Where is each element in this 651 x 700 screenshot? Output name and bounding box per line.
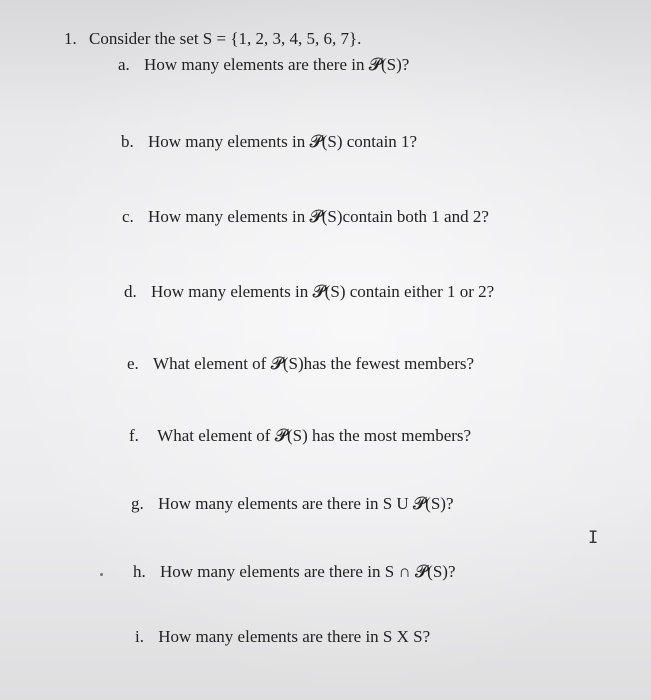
- problem-heading: [64, 29, 361, 49]
- question-e: [127, 354, 474, 374]
- question-letter: f.: [129, 426, 139, 445]
- question-f: [129, 426, 471, 446]
- question-letter: g.: [131, 494, 144, 513]
- question-text: What element of 𝓟(S) has the most members?: [157, 426, 472, 445]
- question-i: [135, 627, 430, 647]
- question-letter: i.: [135, 627, 144, 646]
- question-text: How many elements are there in S X S?: [158, 627, 431, 646]
- question-letter: b.: [121, 132, 134, 151]
- question-b: [121, 132, 417, 152]
- question-letter: c.: [122, 207, 134, 226]
- question-text: How many elements in 𝓟(S) contain either 1 or 2?: [151, 282, 495, 301]
- problem-number: 1.: [64, 29, 77, 48]
- question-text: How many elements are there in S U 𝓟(S)?: [158, 494, 454, 513]
- question-text: What element of 𝓟(S)has the fewest members?: [153, 354, 475, 373]
- question-text: How many elements in 𝓟(S)contain both 1 and 2?: [148, 207, 489, 226]
- question-d: [124, 282, 494, 302]
- stray-mark: [100, 573, 103, 576]
- question-text: How many elements in 𝓟(S) contain 1?: [148, 132, 418, 151]
- question-h: [133, 562, 456, 582]
- question-letter: d.: [124, 282, 137, 301]
- text-cursor-icon: I: [588, 528, 599, 548]
- question-text: How many elements are there in 𝓟(S)?: [144, 55, 410, 74]
- problem-statement: Consider the set S = {1, 2, 3, 4, 5, 6, 7}.: [89, 29, 362, 48]
- question-letter: e.: [127, 354, 139, 373]
- question-letter: a.: [118, 55, 130, 74]
- question-c: [122, 207, 489, 227]
- question-text: How many elements are there in S ∩ 𝓟(S)?: [160, 562, 456, 581]
- question-a: [118, 55, 409, 75]
- question-letter: h.: [133, 562, 146, 581]
- question-g: [131, 494, 454, 514]
